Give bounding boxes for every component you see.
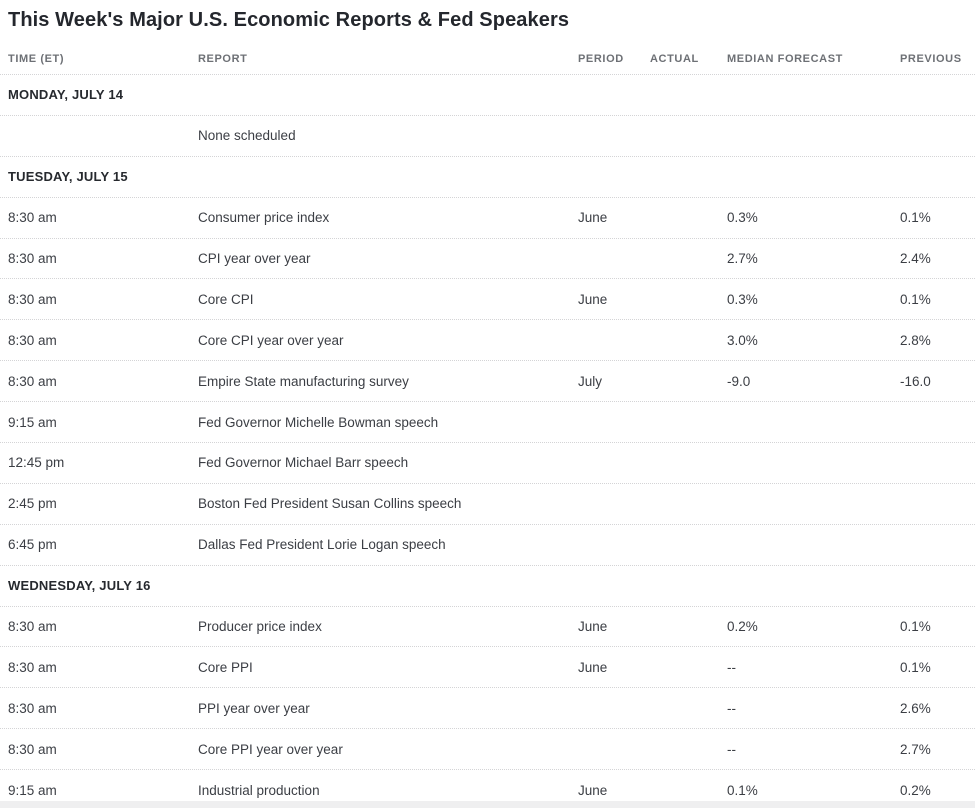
cell-median-forecast: -- [727, 700, 736, 716]
cell-median-forecast: -- [727, 659, 736, 675]
day-label: WEDNESDAY, JULY 16 [8, 577, 151, 593]
cell-time: 8:30 am [8, 251, 57, 266]
cell-report: CPI year over year [198, 251, 311, 266]
table-row [0, 525, 975, 566]
cell-time: 12:45 pm [8, 455, 65, 471]
cell-report: Fed Governor Michael Barr speech [198, 455, 409, 471]
cell-report: Core CPI [198, 291, 254, 307]
cell-time: 8:30 am [8, 741, 57, 757]
column-header-previous: PREVIOUS [900, 53, 962, 65]
cell-previous: -16.0 [900, 373, 931, 389]
cell-report: Dallas Fed President Lorie Logan speech [198, 537, 446, 553]
cell-time: 9:15 am [8, 414, 57, 430]
column-header-period: PERIOD [578, 53, 624, 65]
cell-report: Consumer price index [198, 210, 330, 226]
cell-time: 8:30 am [8, 332, 57, 348]
cell-time: 8:30 am [8, 210, 57, 226]
day-label: TUESDAY, JULY 15 [8, 168, 128, 184]
cell-report: Producer price index [198, 619, 322, 635]
cell-median-forecast: 0.2% [727, 619, 758, 635]
day-label: MONDAY, JULY 14 [8, 87, 124, 102]
cell-time: 2:45 pm [8, 496, 57, 512]
cell-period: June [578, 291, 608, 307]
table-row [0, 402, 975, 443]
cell-median-forecast: 0.3% [727, 291, 758, 307]
cell-previous: 2.7% [900, 741, 931, 757]
cell-period: June [578, 659, 608, 675]
cell-report: PPI year over year [198, 700, 310, 716]
cell-median-forecast: -- [727, 741, 736, 757]
table-row [0, 279, 975, 320]
cell-time: 8:30 am [8, 291, 57, 307]
table-row [0, 361, 975, 402]
cell-report: Core PPI year over year [198, 741, 343, 757]
cell-report: Core PPI [198, 659, 253, 675]
cell-median-forecast: 0.3% [727, 210, 758, 226]
cell-previous: 2.4% [900, 251, 931, 266]
column-header-actual: ACTUAL [650, 53, 699, 65]
table-body [0, 75, 975, 808]
day-section-header [0, 75, 975, 116]
table-row [0, 320, 975, 361]
cell-report: Industrial production [198, 782, 320, 798]
day-section-header [0, 157, 975, 198]
cell-period: July [578, 373, 603, 389]
cell-previous: 0.2% [900, 782, 931, 798]
cell-time: 8:30 am [8, 700, 57, 716]
cell-previous: 0.1% [900, 619, 931, 635]
cell-report: None scheduled [198, 128, 296, 144]
cell-report: Core CPI year over year [198, 332, 344, 348]
cell-median-forecast: 3.0% [727, 332, 758, 348]
table-row [0, 647, 975, 688]
page-title: This Week's Major U.S. Economic Reports & Fed Speakers [8, 9, 570, 31]
cell-time: 8:30 am [8, 373, 57, 389]
table-row [0, 607, 975, 648]
cell-previous: 0.1% [900, 291, 931, 307]
cell-median-forecast: -9.0 [727, 373, 751, 389]
cell-period: June [578, 210, 608, 226]
table-row [0, 484, 975, 525]
column-header-time: TIME (ET) [8, 53, 65, 65]
table-row [0, 688, 975, 729]
cell-previous: 2.6% [900, 700, 931, 716]
cell-time: 9:15 am [8, 782, 57, 798]
cell-time: 8:30 am [8, 659, 57, 675]
bottom-cutoff-strip [0, 801, 975, 808]
column-header-report: REPORT [198, 53, 248, 65]
column-header-median-forecast: MEDIAN FORECAST [727, 53, 843, 65]
cell-median-forecast: 2.7% [727, 251, 758, 266]
cell-median-forecast: 0.1% [727, 782, 758, 798]
day-section-header [0, 566, 975, 607]
cell-time: 8:30 am [8, 619, 57, 635]
table-row [0, 729, 975, 770]
table-row [0, 443, 975, 484]
table-row [0, 239, 975, 280]
cell-previous: 0.1% [900, 659, 931, 675]
table-row [0, 116, 975, 157]
cell-report: Empire State manufacturing survey [198, 373, 409, 389]
cell-previous: 0.1% [900, 210, 931, 226]
cell-report: Fed Governor Michelle Bowman speech [198, 414, 439, 430]
cell-previous: 2.8% [900, 332, 931, 348]
table-row [0, 198, 975, 239]
cell-time: 6:45 pm [8, 537, 57, 553]
cell-period: June [578, 782, 608, 798]
cell-report: Boston Fed President Susan Collins speech [198, 496, 462, 512]
table-header-row [0, 32, 975, 75]
cell-period: June [578, 619, 608, 635]
